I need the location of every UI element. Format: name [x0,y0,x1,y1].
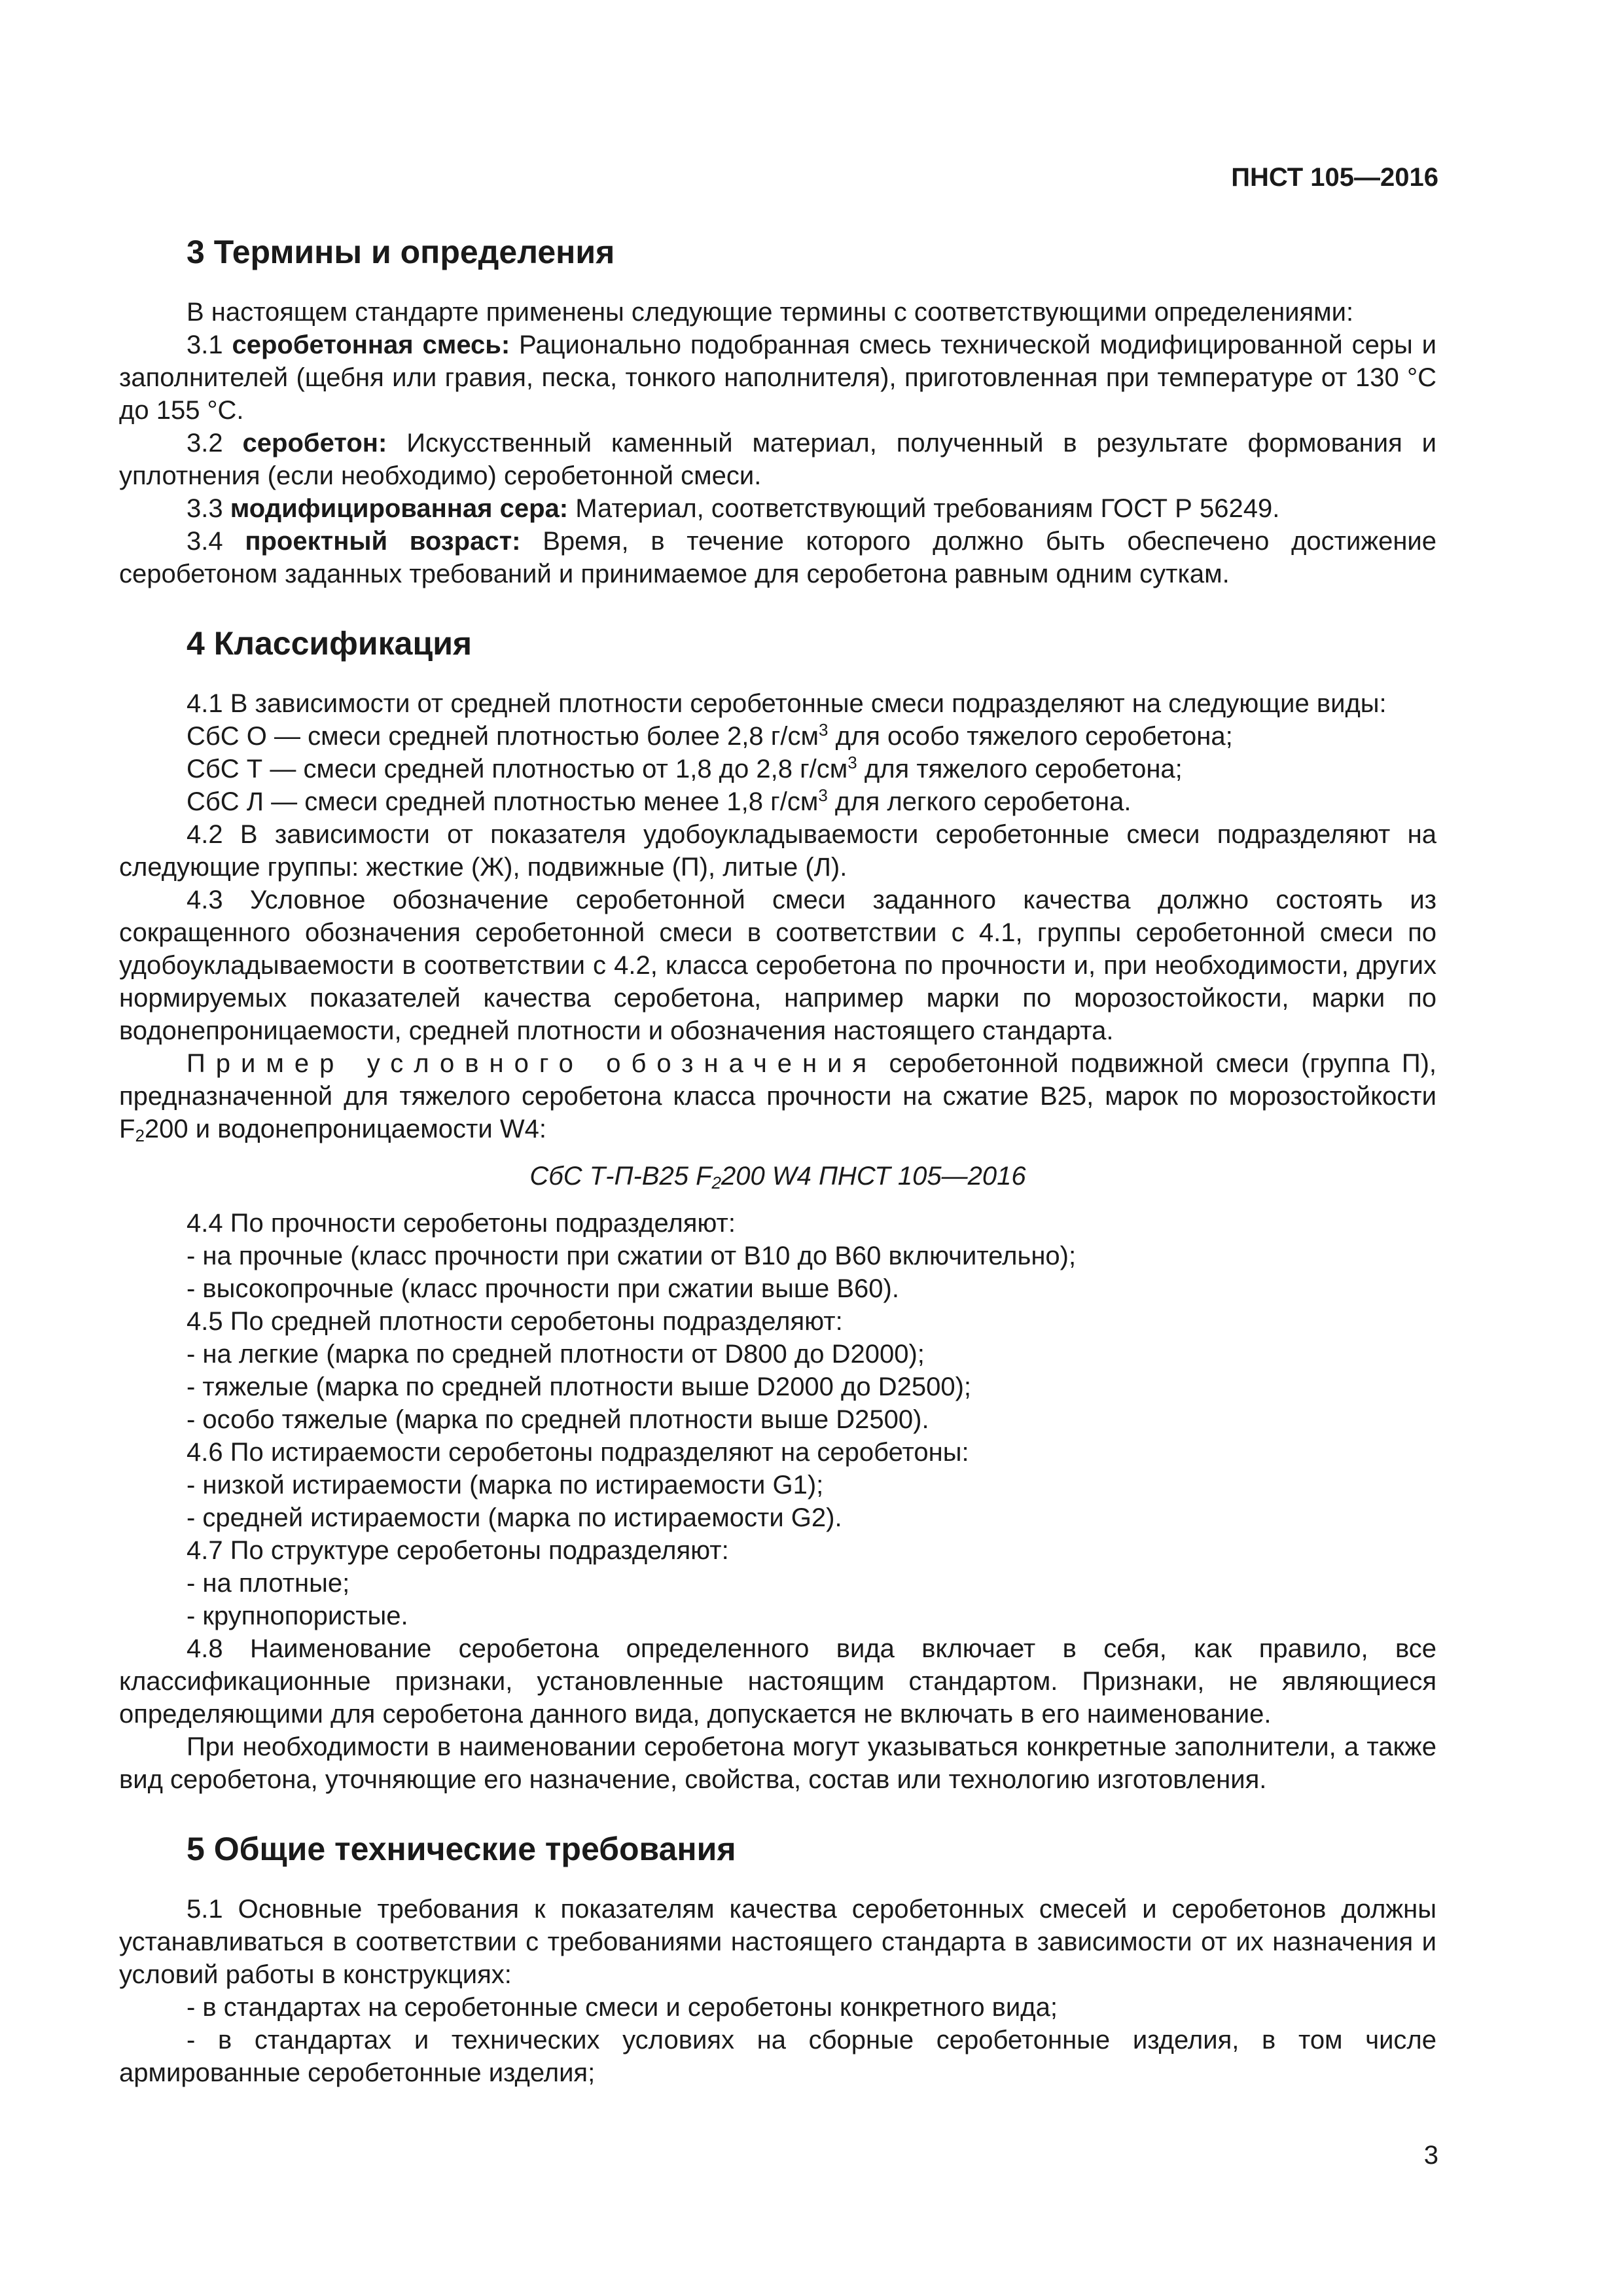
clause-4-1: 4.1 В зависимости от средней плотности серобетонные смеси подразделяют на следующие виды: [187,689,1387,718]
list-item: - тяжелые (марка по средней плотности выше D2000 до D2500); [187,1372,972,1401]
clause-5-1: 5.1 Основные требования к показателям качества серобетонных смесей и серобетонов должны устанавливаться в соответствии с требованиями настоящего стандарта в зависимости от их назначения и условий работы в конструкциях: [119,1895,1436,1989]
section-3-intro: В настоящем стандарте применены следующие термины с соответствующими определениями: [187,298,1354,327]
clause-4-5: 4.5 По средней плотности серобетоны подразделяют: [187,1307,843,1336]
document-body [119,232,1436,2089]
term-3-1: 3.1 серобетонная смесь: Рационально подобранная смесь технической модифицированной серы и заполнителей (щебня или гравия, песка, тонкого наполнителя), приготовленная при температуре от 130 °С до 155 °С. [119,331,1436,425]
term-label: серобетонная смесь: [232,331,510,359]
clause-4-8-note: При необходимости в наименовании серобетона могут указываться конкретные заполнители, а также вид серобетона, уточняющие его назначение, свойства, состав или технологию изготовления. [119,1732,1436,1794]
term-3-4: 3.4 проектный возраст: Время, в течение которого должно быть обеспечено достижение серобетоном заданных требований и принимаемое для серобетона равным одним суткам. [119,527,1437,588]
list-item: - на плотные; [187,1569,350,1598]
designation-example: СбС Т-П-В25 $F_2200$ W4 ПНСТ 105—2016 [529,1162,1026,1193]
list-item: - крупнопористые. [187,1602,408,1630]
list-item: - в стандартах на серобетонные смеси и серобетоны конкретного вида; [187,1993,1058,2022]
mix-type-t: СбС Т — смеси средней плотностью от 1,8 до 2,8 $г/см^3$ для тяжелого серобетона; [187,753,1183,783]
example-paragraph: Пример условного обозначения серобетонной подвижной смеси (группа П), предназначенной для тяжелого серобетона класса прочности на сжатие В25, марок по морозостойкости $F_2200$ и водонепроницаемости W4: [119,1049,1436,1145]
list-item: - средней истираемости (марка по истираемости G2). [187,1503,842,1532]
list-item: - высокопрочные (класс прочности при сжатии выше В60). [187,1274,899,1303]
term-label: проектный возраст: [245,527,521,556]
list-item: - на легкие (марка по средней плотности от D800 до D2000); [187,1340,925,1369]
section-4-heading: 4 Классификация [187,625,473,662]
mix-type-l: СбС Л — смеси средней плотностью менее 1,8 $г/см^3$ для легкого серобетона. [187,785,1132,816]
term-label: модифицированная сера: [230,494,569,523]
clause-4-2: 4.2 В зависимости от показателя удобоукладываемости серобетонные смеси подразделяют на следующие группы: жесткие (Ж), подвижные (П), литые (Л). [119,820,1436,882]
clause-4-8: 4.8 Наименование серобетона определенного вида включает в себя, как правило, все классификационные признаки, установленные настоящим стандартом. Признаки, не являющиеся определяющими для серобетона данного вида, допускается не включать в его наименование. [119,1634,1436,1729]
page-number: 3 [1423,2141,1438,2170]
term-3-2: 3.2 серобетон: Искусственный каменный материал, полученный в результате формования и уплотнения (если необходимо) серобетонной смеси. [119,429,1437,490]
clause-4-3: 4.3 Условное обозначение серобетонной смеси заданного качества должно состоять из сокращенного обозначения серобетонной смеси в соответствии с 4.1, группы серобетонной смеси по удобоукладываемости в соответствии с 4.2, класса серобетона по прочности и, при необходимости, других нормируемых показателей качества серобетона, например марки по морозостойкости, марки по водонепроницаемости, средней плотности и обозначения настоящего стандарта. [119,886,1436,1045]
section-5-heading: 5 Общие технические требования [187,1831,736,1867]
section-3-heading: 3 Термины и определения [187,234,615,270]
standard-code: ПНСТ 105—2016 [1231,163,1438,192]
mix-type-o: СбС О — смеси средней плотностью более 2,8 $г/см^3$ для особо тяжелого серобетона; [187,720,1233,751]
list-item: - в стандартах и технических условиях на сборные серобетонные изделия, в том числе армированные серобетонные изделия; [119,2026,1436,2087]
term-label: серобетон: [242,429,387,457]
term-3-3: 3.3 модифицированная сера: Материал, соответствующий требованиям ГОСТ Р 56249. [187,494,1280,523]
clause-4-7: 4.7 По структуре серобетоны подразделяют: [187,1536,729,1565]
clause-4-6: 4.6 По истираемости серобетоны подразделяют на серобетоны: [187,1438,969,1467]
list-item: - на прочные (класс прочности при сжатии от В10 до В60 включительно); [187,1242,1077,1270]
list-item: - особо тяжелые (марка по средней плотности выше D2500). [187,1405,929,1434]
clause-4-4: 4.4 По прочности серобетоны подразделяют: [187,1209,736,1238]
example-label: Пример условного обозначения [187,1049,878,1078]
list-item: - низкой истираемости (марка по истираемости G1); [187,1471,824,1499]
